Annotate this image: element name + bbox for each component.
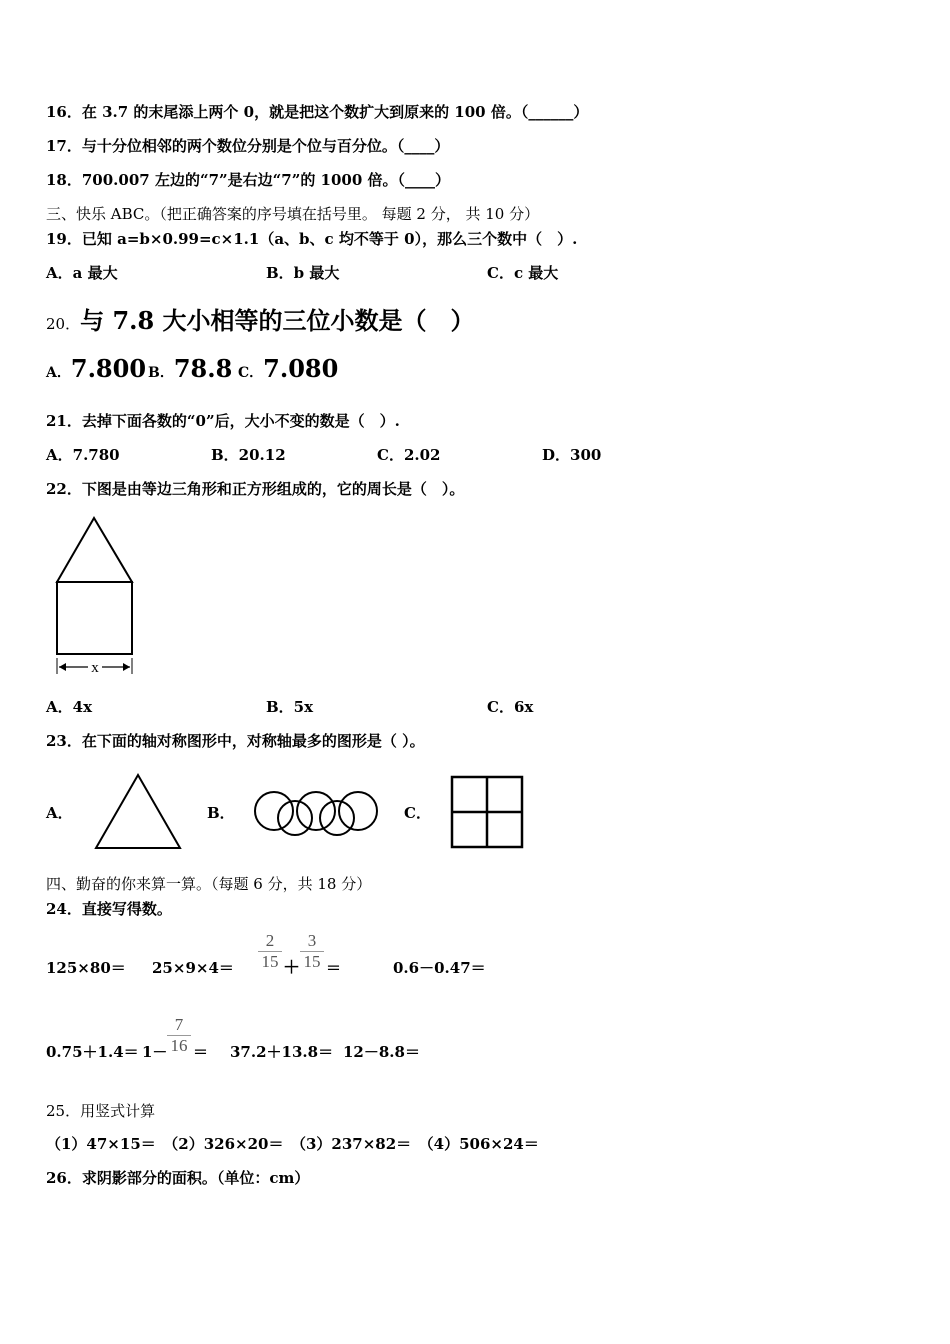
q22-option-a: A．4x (46, 698, 93, 716)
q23-option-a: A． (46, 804, 73, 822)
q22-option-b: B．5x (266, 698, 314, 716)
question-25-items: （1）47×15＝ （2）326×20＝ （3）237×82＝ （4）506×24＝ (46, 1135, 539, 1153)
question-21-stem: 21．去掉下面各数的“0”后，大小不变的数是（ ）. (46, 412, 400, 430)
q21-option-d: D．300 (542, 446, 602, 464)
calc-0.75-plus-1.4: 0.75＋1.4＝ (46, 1043, 139, 1061)
equals-sign: ＝ (193, 1043, 209, 1061)
fraction-denominator: 15 (303, 952, 321, 971)
question-17: 17．与十分位相邻的两个数位分别是个位与百分位。（____） (46, 137, 450, 155)
calc-25x9x4: 25×9×4＝ (152, 959, 234, 977)
fraction-numerator: 2 (265, 931, 275, 950)
q19-option-a: A．a 最大 (46, 264, 118, 282)
q19-option-b: B．b 最大 (266, 264, 340, 282)
fraction-denominator: 16 (170, 1036, 188, 1055)
fraction-7-16 (167, 1015, 191, 1056)
q20-option-c (238, 354, 338, 388)
q20-option-a-letter: A． (46, 365, 71, 381)
fraction-denominator: 15 (261, 952, 279, 971)
arrow-left-icon (59, 663, 66, 671)
q22-option-c: C．6x (487, 698, 534, 716)
q23-option-b: B． (207, 804, 235, 822)
calc-12-minus-8.8: 12－8.8＝ (343, 1043, 420, 1061)
fraction-2-15 (258, 931, 282, 972)
question-26: 26．求阴影部分的面积。（单位：cm） (46, 1169, 310, 1187)
q20-option-a-value: 7.800 (70, 354, 147, 383)
olympic-rings-figure (250, 790, 382, 836)
q20-option-b-letter: B． (148, 365, 174, 381)
question-20-number: 20． (46, 315, 81, 333)
question-20 (46, 306, 475, 339)
calc-37.2-plus-13.8: 37.2＋13.8＝ (230, 1043, 334, 1061)
calc-1-minus: 1－ (142, 1043, 168, 1061)
q23-option-c: C． (404, 804, 431, 822)
q21-option-c: C．2.02 (377, 446, 441, 464)
dimension-label: x (91, 660, 99, 676)
question-16: 16．在 3.7 的末尾添上两个 0，就是把这个数扩大到原来的 100 倍。（______） (46, 103, 589, 121)
q19-option-c: C．c 最大 (487, 264, 559, 282)
section-3-heading: 三、快乐 ABC。（把正确答案的序号填在括号里。 每题 2 分， 共 10 分） (46, 205, 540, 223)
q20-option-b (148, 354, 232, 388)
fraction-3-15 (300, 931, 324, 972)
square (57, 582, 132, 654)
q20-option-b-value: 78.8 (173, 354, 233, 383)
equilateral-triangle (57, 518, 132, 582)
question-19-stem: 19．已知 a=b×0.99=c×1.1（a、b、c 均不等于 0），那么三个数中（ ）. (46, 230, 578, 248)
q20-option-a (46, 354, 146, 388)
equals-sign: ＝ (326, 959, 342, 977)
section-4-heading: 四、勤奋的你来算一算。（每题 6 分，共 18 分） (46, 875, 372, 893)
q21-option-b: B．20.12 (211, 446, 286, 464)
question-25-stem: 25．用竖式计算 (46, 1102, 156, 1120)
q20-option-c-letter: C． (238, 365, 264, 381)
arrow-right-icon (123, 663, 130, 671)
house-figure (50, 514, 140, 680)
q21-option-a: A．7.780 (46, 446, 120, 464)
question-22-stem: 22．下图是由等边三角形和正方形组成的，它的周长是（ ）。 (46, 480, 465, 498)
calc-125x80: 125×80＝ (46, 959, 126, 977)
fraction-numerator: 3 (307, 931, 317, 950)
q20-option-c-value: 7.080 (263, 354, 339, 383)
question-24-stem: 24．直接写得数。 (46, 900, 172, 918)
triangle-figure (92, 772, 184, 852)
question-23-stem: 23．在下面的轴对称图形中，对称轴最多的图形是（ ）。 (46, 732, 425, 750)
question-18: 18．700.007 左边的“7”是右边“7”的 1000 倍。（____） (46, 171, 451, 189)
quartered-square-figure (449, 774, 525, 850)
fraction-numerator: 7 (174, 1015, 184, 1034)
plus-sign: ＋ (283, 958, 300, 978)
calc-0.6-minus-0.47: 0.6－0.47＝ (393, 959, 486, 977)
question-20-stem: 与 7.8 大小相等的三位小数是（ ） (80, 306, 475, 335)
